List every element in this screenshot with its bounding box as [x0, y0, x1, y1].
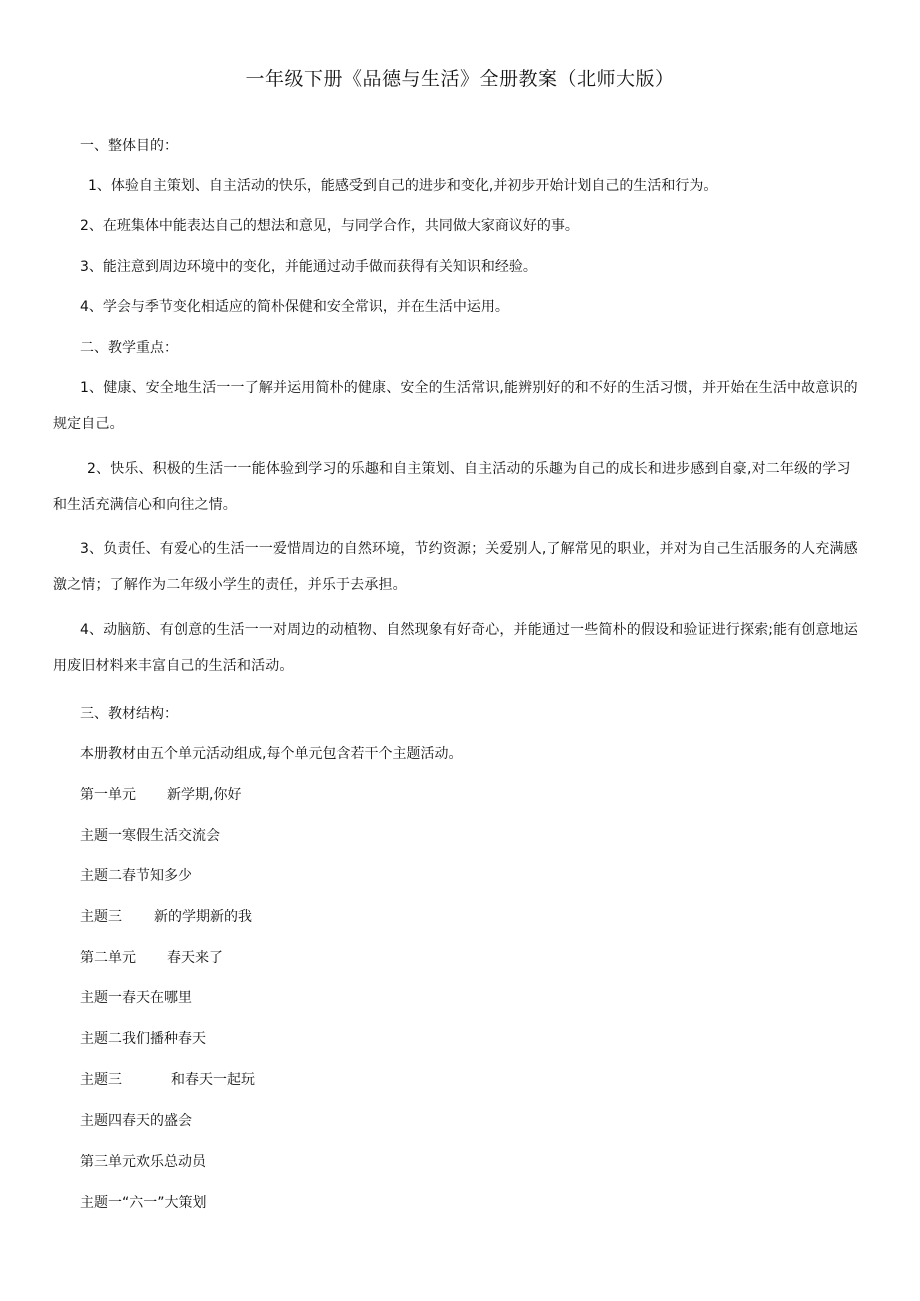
unit-1-label: 第一单元: [80, 787, 136, 803]
unit-2-theme-1: 主题一春天在哪里: [80, 990, 192, 1006]
goal-item-1: 1、体验自主策划、自主活动的快乐，能感受到自己的进步和变化,并初步开始计划自己的生活和行为。: [88, 178, 718, 194]
key-point-1: 1、健康、安全地生活一一了解并运用简朴的健康、安全的生活常识,能辨别好的和不好的生活习惯，并开始在生活中故意识的规定自己。: [53, 380, 858, 432]
unit-2-heading: [80, 949, 223, 967]
section-heading-key-points: 二、教学重点：: [80, 340, 178, 356]
unit-3-theme-1: 主题一“六一”大策划: [80, 1195, 207, 1211]
goal-item-2: 2、在班集体中能表达自己的想法和意见，与同学合作，共同做大家商议好的事。: [80, 218, 579, 234]
unit-2-theme-3-label: 主题三: [80, 1072, 122, 1088]
goal-item-3: 3、能注意到周边环境中的变化，并能通过动手做而获得有关知识和经验。: [80, 259, 537, 275]
unit-2-label: 第二单元: [80, 950, 136, 966]
key-point-4: 4、动脑筋、有创意的生活一一对周边的动植物、自然现象有好奇心，并能通过一些简朴的假设和验证进行探索;能有创意地运用废旧材料来丰富自己的生活和活动。: [53, 622, 859, 674]
goal-item-4: 4、学会与季节变化相适应的简朴保健和安全常识，并在生活中运用。: [80, 299, 509, 315]
unit-2-theme-4: 主题四春天的盛会: [80, 1113, 192, 1129]
key-point-3: 3、负责任、有爱心的生活一一爱惜周边的自然环境，节约资源；关爱别人,了解常见的职业，并对为自己生活服务的人充满感激之情；了解作为二年级小学生的责任，并乐于去承担。: [53, 541, 858, 593]
unit-1-theme-2: 主题二春节知多少: [80, 868, 192, 884]
unit-2-theme-3: [80, 1071, 255, 1089]
unit-1-theme-1: 主题一寒假生活交流会: [80, 828, 220, 844]
key-point-2: 2、快乐、积极的生活一一能体验到学习的乐趣和自主策划、自主活动的乐趣为自己的成长和进步感到自豪,对二年级的学习和生活充满信心和向往之情。: [53, 461, 851, 513]
unit-1-name: 新学期,你好: [167, 787, 242, 803]
unit-2-theme-3-name: 和春天一起玩: [171, 1072, 255, 1088]
unit-2-name: 春天来了: [167, 950, 223, 966]
document-title: 一年级下册《品德与生活》全册教案（北师大版）: [245, 68, 675, 90]
section-heading-goals: 一、整体目的：: [80, 138, 178, 154]
unit-1-theme-3: [80, 908, 252, 926]
unit-3-heading: 第三单元欢乐总动员: [80, 1154, 206, 1170]
unit-1-heading: [80, 786, 241, 804]
unit-2-theme-2: 主题二我们播种春天: [80, 1031, 206, 1047]
structure-intro: 本册教材由五个单元活动组成,每个单元包含若干个主题活动。: [80, 746, 463, 762]
unit-1-theme-3-name: 新的学期新的我: [154, 909, 252, 925]
unit-1-theme-3-label: 主题三: [80, 909, 122, 925]
section-heading-structure: 三、教材结构：: [80, 706, 178, 722]
